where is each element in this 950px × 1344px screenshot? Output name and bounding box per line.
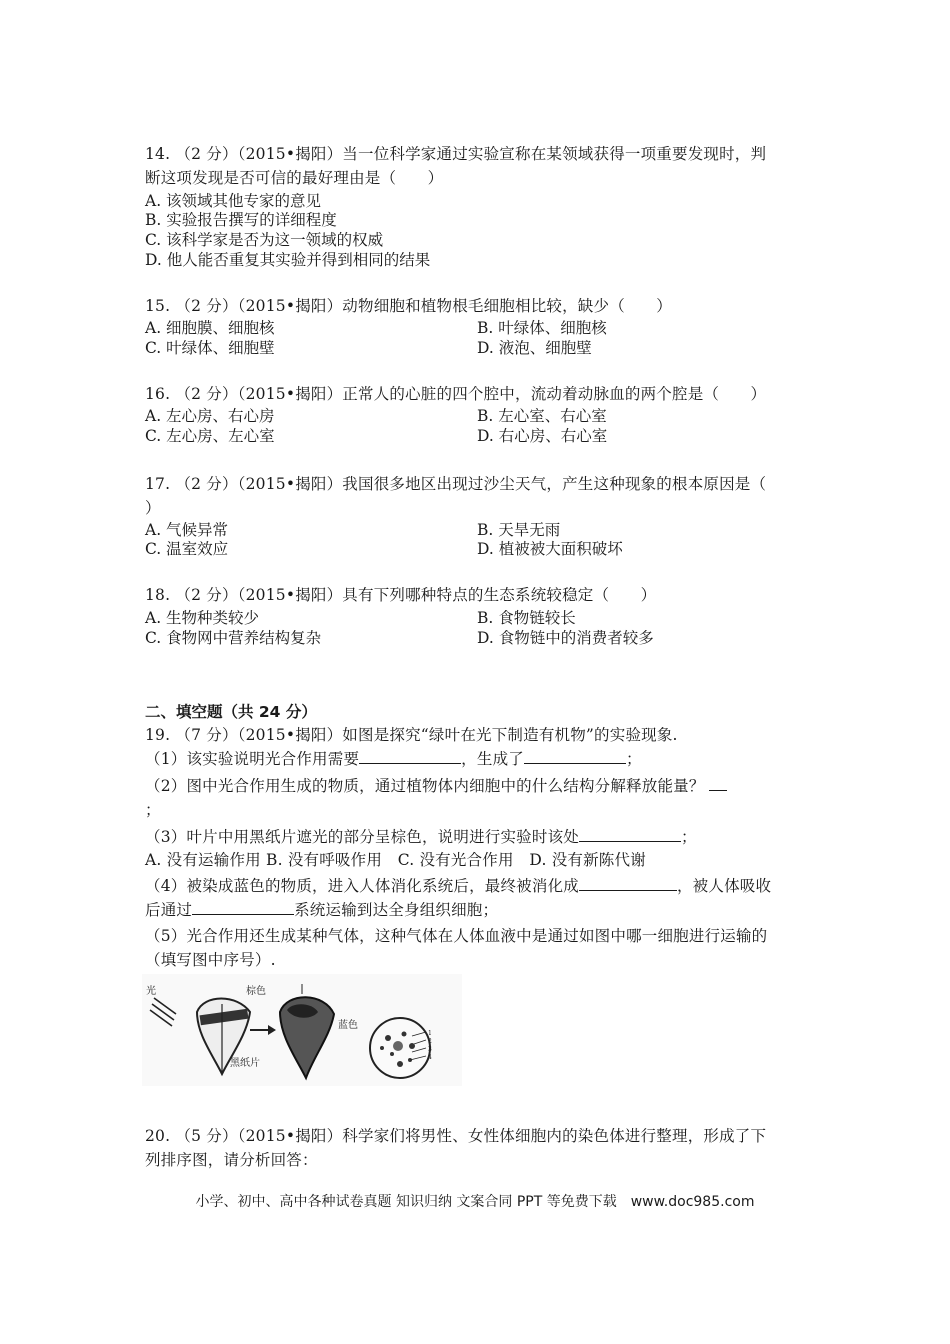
page-footer: 小学、初中、高中各种试卷真题 知识归纳 文案合同 PPT 等免费下载 www.doc985.com [195,1194,755,1210]
q18-option-d: D. 食物链中的消费者较多 [477,629,654,647]
q17-option-a: A. 气候异常 [145,521,229,539]
q19-sub2-blank [709,776,727,791]
figure-label-4: 4 [428,1054,432,1061]
q19-sub2-end: ； [145,801,161,819]
q15-option-a: A. 细胞膜、细胞核 [145,319,275,337]
q17-stem-line2: ） [145,499,161,517]
q20-stem-line1: 20. （5 分）（2015•揭阳）科学家们将男性、女性体细胞内的染色体进行整理，形成了下 [145,1127,767,1145]
q14-option-b: B. 实验报告撰写的详细程度 [145,211,337,229]
q15-stem: 15. （2 分）（2015•揭阳）动物细胞和植物根毛细胞相比较，缺少（ ） [145,297,673,315]
q17-option-c: C. 温室效应 [145,540,229,558]
q14-option-d: D. 他人能否重复其实验并得到相同的结果 [145,251,431,269]
experiment-figure [142,974,462,1086]
q19-sub4-text-b: ，被人体吸收 [676,877,772,895]
q14-option-c: C. 该科学家是否为这一领域的权威 [145,231,384,249]
q16-option-b: B. 左心室、右心室 [477,407,607,425]
q19-sub1 [145,749,642,769]
q18-option-b: B. 食物链较长 [477,609,576,627]
figure-light-label: 光 [146,986,156,997]
q19-sub1-text-b: ，生成了 [461,750,524,768]
q18-option-c: C. 食物网中营养结构复杂 [145,629,322,647]
q19-sub4 [145,876,771,896]
q19-sub2 [145,776,727,796]
q19-sub4-line2 [145,900,498,920]
q15-option-d: D. 液泡、细胞壁 [477,339,592,357]
q19-sub1-text-a: （1）该实验说明光合作用需要 [145,750,360,768]
q19-sub4-text-c: 后通过 [145,901,193,919]
q19-sub4-text-d: 系统运输到达全身组织细胞； [294,901,499,919]
q15-option-c: C. 叶绿体、细胞壁 [145,339,275,357]
figure-label-3: 3 [428,1046,432,1053]
q19-sub1-text-c: ； [625,750,642,768]
q14-stem-line2: 断这项发现是否可信的最好理由是（ ） [145,169,444,187]
q19-sub4-blank2 [192,900,294,915]
q19-sub2-text-a: （2）图中光合作用生成的物质，通过植物体内细胞中的什么结构分解释放能量？ [145,777,705,795]
q19-sub4-blank1 [579,876,677,891]
q16-option-d: D. 右心房、右心室 [477,427,608,445]
q19-sub3 [145,827,697,847]
q19-sub1-blank2 [524,749,626,764]
q19-sub4-text-a: （4）被染成蓝色的物质，进入人体消化系统后，最终被消化成 [145,877,579,895]
q17-option-d: D. 植被被大面积破坏 [477,540,623,558]
q16-option-a: A. 左心房、右心房 [145,407,275,425]
q18-stem: 18. （2 分）（2015•揭阳）具有下列哪种特点的生态系统较稳定（ ） [145,586,657,604]
section-heading: 二、填空题（共 24 分） [145,703,317,721]
q19-sub1-blank1 [359,749,461,764]
figure-paper-label: 黑纸片 [230,1058,260,1069]
q16-stem: 16. （2 分）（2015•揭阳）正常人的心脏的四个腔中，流动着动脉血的两个腔是（ ） [145,385,767,403]
figure-blue-label: 蓝色 [338,1020,358,1031]
figure-brown-label: 棕色 [246,986,266,997]
q19-sub3-text-a: （3）叶片中用黑纸片遮光的部分呈棕色，说明进行实验时该处 [145,828,579,846]
q20-stem-line2: 列排序图，请分析回答： [145,1151,318,1169]
q18-option-a: A. 生物种类较少 [145,609,260,627]
q19-stem: 19. （7 分）（2015•揭阳）如图是探究“绿叶在光下制造有机物”的实验现象. [145,726,678,744]
q19-sub5-line1: （5）光合作用还生成某种气体，这种气体在人体血液中是通过如图中哪一细胞进行运输的 [145,927,768,945]
q15-option-b: B. 叶绿体、细胞核 [477,319,607,337]
q14-option-a: A. 该领域其他专家的意见 [145,192,322,210]
q19-sub5-line2: （填写图中序号）. [145,951,276,969]
q16-option-c: C. 左心房、左心室 [145,427,275,445]
blood-smear-icon [370,1018,430,1078]
q17-stem-line1: 17. （2 分）（2015•揭阳）我国很多地区出现过沙尘天气，产生这种现象的根本原因是（ [145,475,767,493]
q17-option-b: B. 天旱无雨 [477,521,561,539]
figure-label-1: 1 [428,1030,432,1037]
q19-sub3-options: A. 没有运输作用 B. 没有呼吸作用 C. 没有光合作用 D. 没有新陈代谢 [145,851,646,869]
q19-sub3-text-b: ； [680,828,697,846]
figure-label-2: 2 [428,1038,432,1045]
q14-stem-line1: 14. （2 分）（2015•揭阳）当一位科学家通过实验宣称在某领域获得一项重要发现时，判 [145,145,767,163]
q19-sub3-blank [579,827,681,842]
